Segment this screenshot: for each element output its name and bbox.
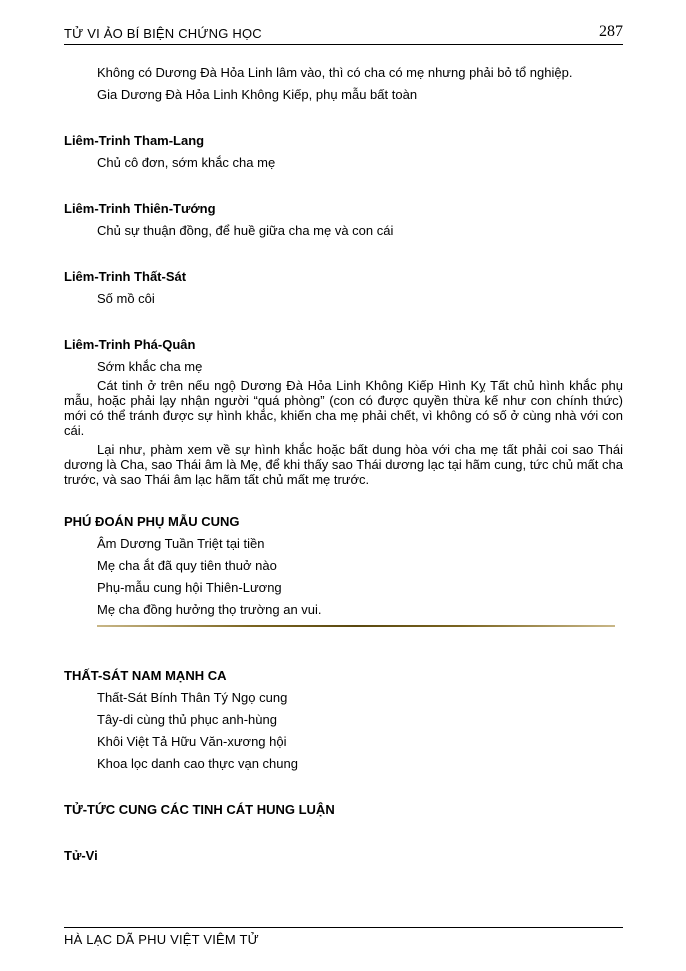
book-title: TỬ VI ẢO BÍ BIỆN CHỨNG HỌC [64,26,262,41]
poem-line: Khoa lọc danh cao thực vạn chung [97,756,298,771]
poem-line: Thất-Sát Bính Thân Tý Ngọ cung [97,690,288,705]
subsection-heading: Tử-Vi [64,848,98,863]
poem-line: Mẹ cha ắt đã quy tiên thuở nào [97,558,277,573]
body-paragraph: Lại như, phàm xem về sự hình khắc hoặc bất dung hòa với cha mẹ tất phải coi sao Thái dương là Cha, sao Thái âm là Mẹ, để khi thấy sao Thái dương lạc tại hãm cung, tức chủ mất cha trước, và sao Thái âm lạc hãm tất chủ mất mẹ trước. [64,442,623,487]
page-footer: HÀ LẠC DÃ PHU VIỆT VIÊM TỬ [64,927,623,947]
poem-heading: PHÚ ĐOÁN PHỤ MẪU CUNG [64,514,240,529]
section-line: Chủ cô đơn, sớm khắc cha mẹ [97,155,276,170]
poem-line: Mẹ cha đồng hưởng thọ trường an vui. [97,602,322,617]
section-heading: Liêm-Trinh Tham-Lang [64,133,205,148]
poem-line: Âm Dương Tuần Triệt tại tiền [97,536,265,551]
body-paragraph: Cát tinh ở trên nếu ngộ Dương Đà Hỏa Linh Không Kiếp Hình Kỵ Tất chủ hình khắc phụ mẫu, hoặc phải lạy nhận người “quá phòng” (con có được quyền thừa kế như con chính thức) mới có thể tránh được sự hình khắc, khiến cha mẹ phải chết, vì không có số ở cùng nhà với con cái. [64,378,623,438]
page-number: 287 [599,23,623,40]
poem-line: Khôi Việt Tả Hữu Văn-xương hội [97,734,287,749]
page-content [64,62,623,867]
section-line: Sớm khắc cha mẹ [97,359,203,374]
poem-heading: THẤT-SÁT NAM MẠNH CA [64,668,227,683]
section-heading: Liêm-Trinh Thất-Sát [64,269,187,284]
section-heading: Liêm-Trinh Thiên-Tướng [64,201,216,216]
page-header [64,22,623,45]
intro-line: Không có Dương Đà Hỏa Linh lâm vào, thì có cha có mẹ nhưng phải bỏ tổ nghiệp. [97,65,573,80]
section-heading: Liêm-Trinh Phá-Quân [64,337,196,352]
chapter-heading: TỬ-TỨC CUNG CÁC TINH CÁT HUNG LUẬN [64,802,335,817]
section-line: Chủ sự thuận đồng, để huề giữa cha mẹ và con cái [97,223,394,238]
intro-line: Gia Dương Đà Hỏa Linh Không Kiếp, phụ mẫu bất toàn [97,87,418,102]
poem-line: Phụ-mẫu cung hội Thiên-Lương [97,580,282,595]
poem-line: Tây-di cùng thủ phục anh-hùng [97,712,277,727]
section-line: Số mồ côi [97,291,155,306]
